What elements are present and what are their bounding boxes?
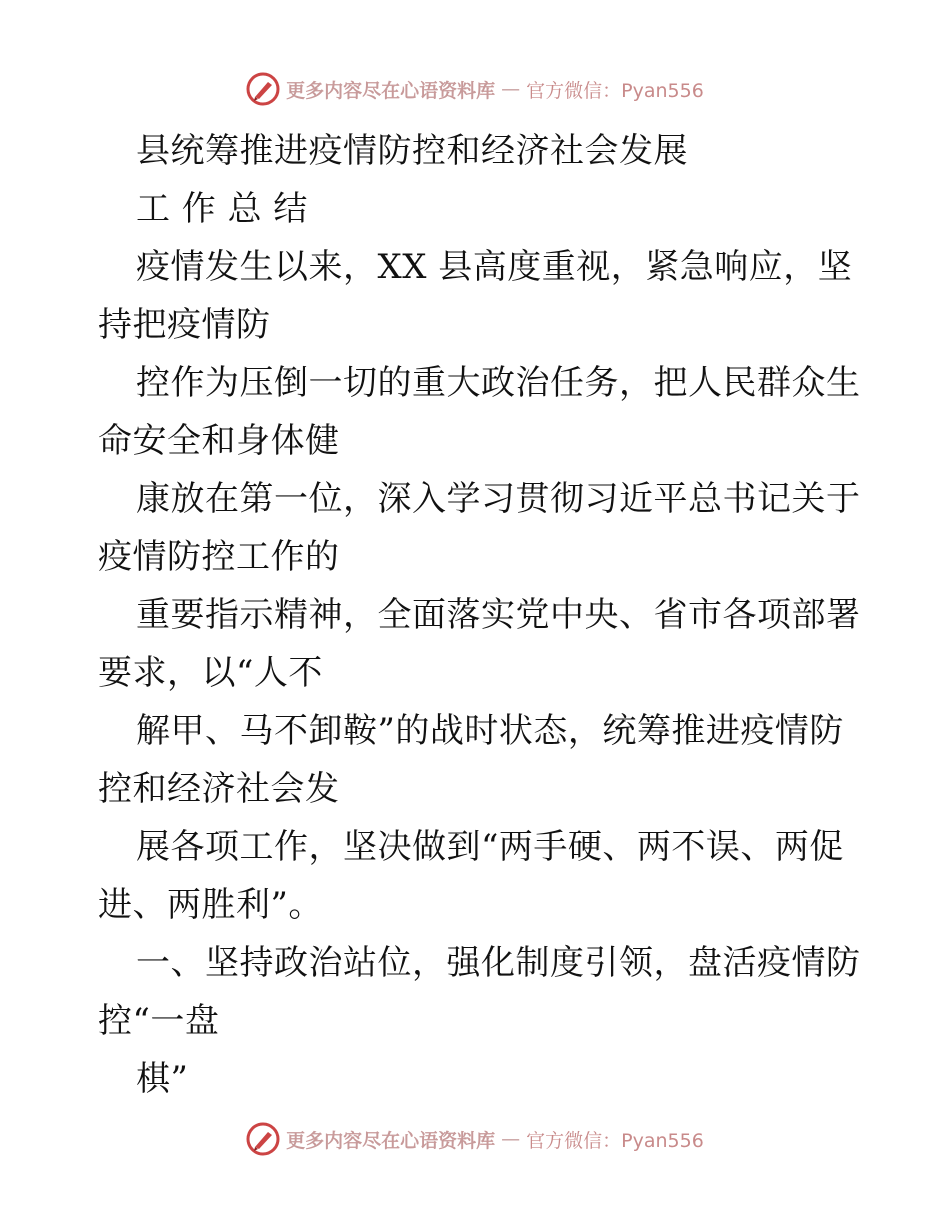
section-heading-line: 一、坚持政治站位，强化制度引领，盘活疫情防 [136,943,861,983]
doc-title: 县统筹推进疫情防控和经济社会发展 [136,131,688,171]
paragraph-line: 控作为压倒一切的重大政治任务，把人民群众生 [136,363,861,403]
paragraph-line: 要求，以“人不 [98,653,323,693]
paragraph-line: 进、两胜利”。 [98,885,323,925]
paragraph-line: 展各项工作，坚决做到“两手硬、两不误、两促 [136,827,844,867]
footer-watermark [0,1122,950,1156]
watermark-right-text: 官方微信：Pyan556 [526,1129,704,1152]
document-body [98,122,861,1108]
pen-logo-icon [246,72,280,106]
paragraph-line: 控和经济社会发 [98,769,340,809]
paragraph-line: 解甲、马不卸鞍”的战时状态，统筹推进疫情防 [136,711,844,751]
watermark-dash: — [501,78,521,100]
paragraph-line: 疫情发生以来，XX 县高度重视，紧急响应，坚 [136,247,853,287]
paragraph-line: 持把疫情防 [98,305,271,345]
section-heading-line: 控“一盘 [98,1001,220,1041]
pen-logo-icon [246,1122,280,1156]
header-watermark [0,72,950,106]
paragraph-line: 重要指示精神，全面落实党中央、省市各项部署 [136,595,861,635]
paragraph-line: 康放在第一位，深入学习贯彻习近平总书记关于 [136,479,861,519]
watermark-dash: — [501,1128,521,1150]
paragraph-line: 命安全和身体健 [98,421,340,461]
doc-subtitle: 工 作 总 结 [136,189,308,229]
paragraph-line: 疫情防控工作的 [98,537,340,577]
watermark-left-text: 更多内容尽在心语资料库 [286,79,496,102]
section-heading-line: 棋” [136,1059,189,1099]
watermark-left-text: 更多内容尽在心语资料库 [286,1129,496,1152]
watermark-right-text: 官方微信：Pyan556 [526,79,704,102]
